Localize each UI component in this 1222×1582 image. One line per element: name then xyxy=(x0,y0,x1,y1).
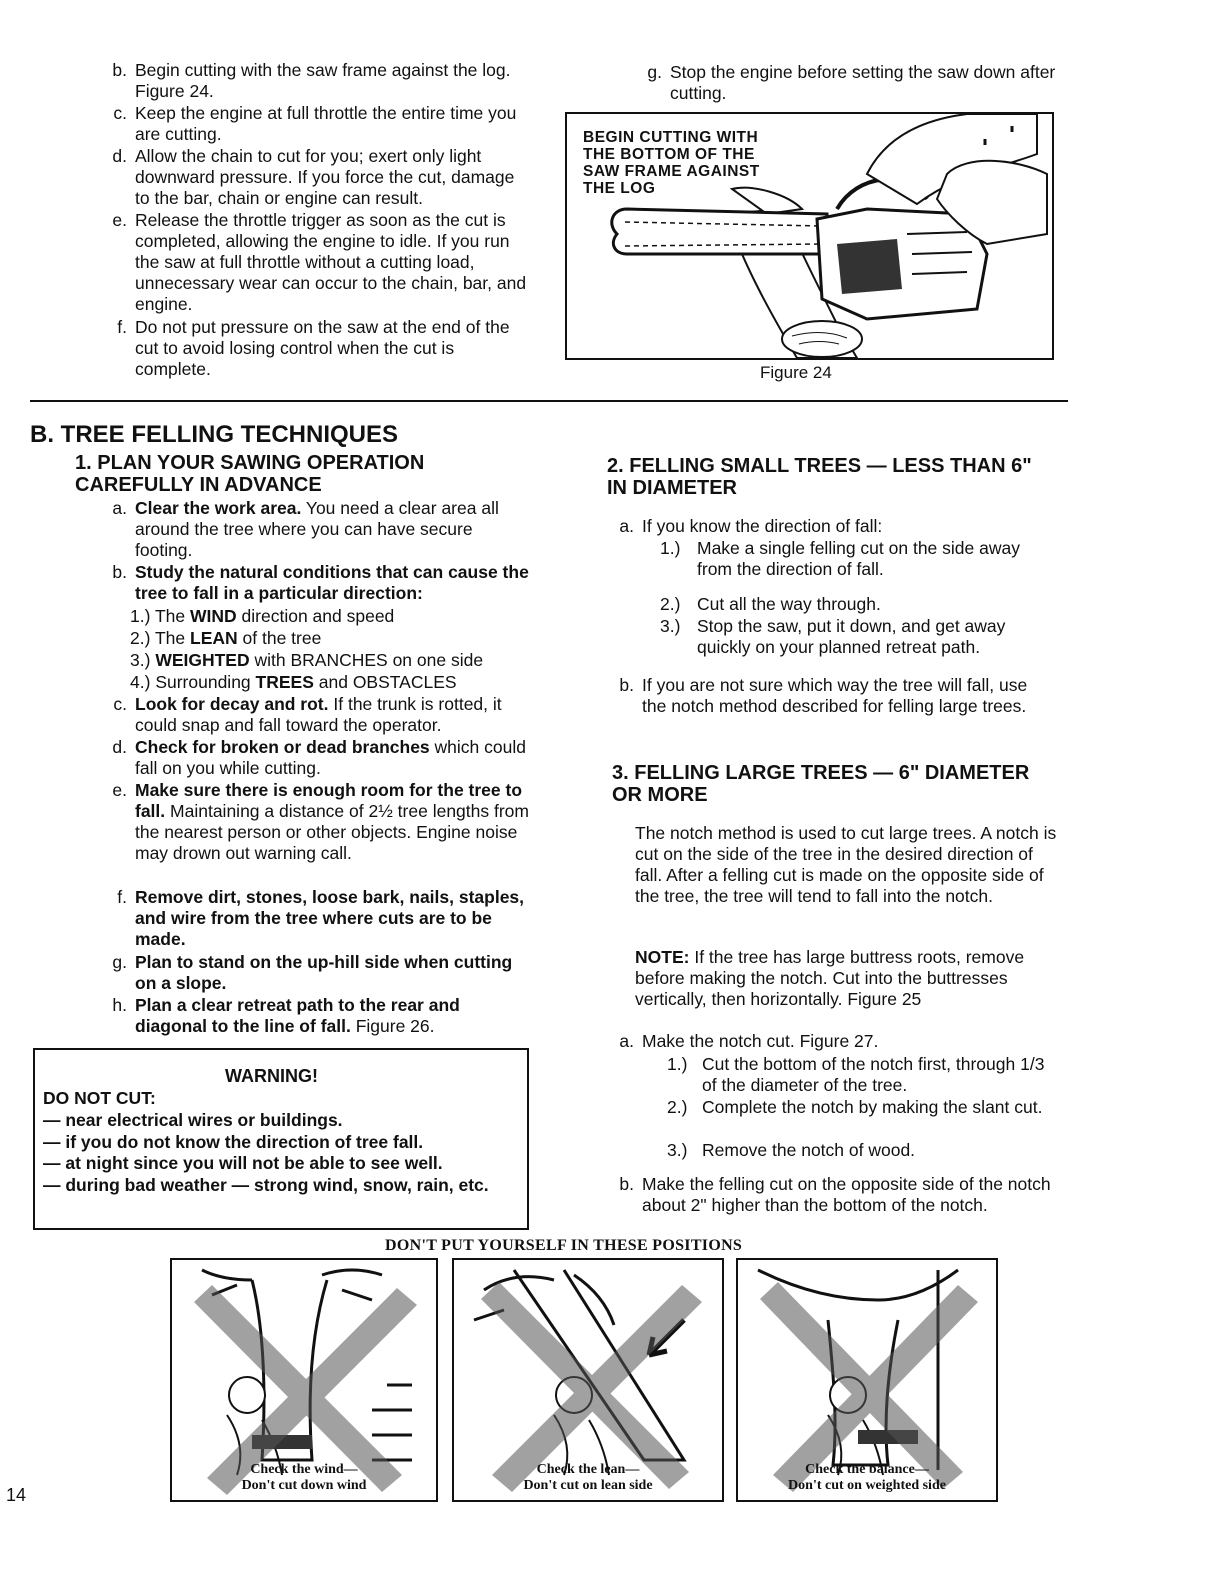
plan-item-d: d. Check for broken or dead branches which could fall on you while cutting. xyxy=(112,737,526,778)
warning-line: — if you do not know the direction of tree fall. xyxy=(43,1131,424,1152)
plan-item-f: f. Remove dirt, stones, loose bark, nails, staples, and wire from the tree where cuts are to be made. xyxy=(117,887,525,949)
small-item-a: a. If you know the direction of fall: xyxy=(619,516,883,536)
large-item-a: a. Make the notch cut. Figure 27. xyxy=(619,1031,879,1051)
figure-24-callout: BEGIN CUTTING WITH THE BOTTOM OF THE SAW FRAME AGAINST THE LOG xyxy=(583,129,760,197)
positions-title: DON'T PUT YOURSELF IN THESE POSITIONS xyxy=(385,1237,743,1254)
small-step-3: 3.) Stop the saw, put it down, and get away quickly on your planned retreat path. xyxy=(660,616,1006,657)
page-number: 14 xyxy=(6,1485,27,1505)
step-d: d. Allow the chain to cut for you; exert only light downward pressure. If you force the cut, damage to the bar, chain or engine can result. xyxy=(112,146,515,208)
small-step-1: 1.) Make a single felling cut on the side away from the direction of fall. xyxy=(660,538,1020,579)
plan-item-g: g. Plan to stand on the up-hill side when cutting on a slope. xyxy=(112,952,513,993)
step-c: c. Keep the engine at full throttle the entire time you are cutting. xyxy=(113,103,517,144)
condition-4: 4.) Surrounding TREES and OBSTACLES xyxy=(130,672,457,692)
step-f: f. Do not put pressure on the saw at the end of the cut to avoid losing control when the cut is complete. xyxy=(117,317,510,379)
condition-2: 2.) The LEAN of the tree xyxy=(130,628,322,648)
step-b: b. Begin cutting with the saw frame against the log. Figure 24. xyxy=(112,60,511,101)
large-intro: The notch method is used to cut large trees. A notch is cut on the side of the tree in the desired direction of fall. After a felling cut is made on the opposite side of the tree, the tree will tend to fall into the notch. xyxy=(635,823,1057,906)
wind-caption: Check the wind— Don't cut down wind xyxy=(241,1462,367,1493)
subsection-2-title: 2. FELLING SMALL TREES — LESS THAN 6" IN DIAMETER xyxy=(607,455,1032,499)
small-step-2: 2.) Cut all the way through. xyxy=(660,594,881,614)
large-step-1: 1.) Cut the bottom of the notch first, through 1/3 of the diameter of the tree. xyxy=(667,1054,1045,1095)
warning-lead: DO NOT CUT: xyxy=(43,1088,156,1108)
section-title: B. TREE FELLING TECHNIQUES xyxy=(30,421,399,448)
plan-item-e: e. Make sure there is enough room for the tree to fall. Maintaining a distance of 2½ tree lengths from the nearest person or other objects. Engine noise may drown out warning call. xyxy=(112,780,529,863)
condition-3: 3.) WEIGHTED with BRANCHES on one side xyxy=(130,650,484,670)
condition-1: 1.) The WIND direction and speed xyxy=(130,606,395,626)
subsection-3-title: 3. FELLING LARGE TREES — 6" DIAMETER OR MORE xyxy=(612,762,1030,806)
plan-item-b: b. Study the natural conditions that can cause the tree to fall in a particular direction: xyxy=(112,562,529,603)
warning-list xyxy=(43,1110,523,1196)
large-note: NOTE: If the tree has large buttress roots, remove before making the notch. Cut into the buttresses vertically, then horizontally. Figure 25 xyxy=(635,947,1025,1009)
warning-title: WARNING! xyxy=(225,1066,318,1086)
position-panel-balance xyxy=(736,1258,998,1502)
figure-24 xyxy=(565,112,1054,360)
warning-line: — during bad weather — strong wind, snow, rain, etc. xyxy=(43,1174,489,1195)
plan-item-a: a. Clear the work area. You need a clear area all around the tree where you can have secure footing. xyxy=(112,498,499,560)
step-g: g. Stop the engine before setting the saw down after cutting. xyxy=(647,62,1056,103)
plan-item-h: h. Plan a clear retreat path to the rear and diagonal to the line of fall. Figure 26. xyxy=(112,995,460,1036)
position-panel-lean xyxy=(452,1258,724,1502)
chainsaw-illustration xyxy=(567,114,1052,358)
large-item-b: b. Make the felling cut on the opposite side of the notch about 2" higher than the bottom of the notch. xyxy=(619,1174,1051,1215)
large-step-2: 2.) Complete the notch by making the slant cut. xyxy=(667,1097,1043,1117)
subsection-1-title: 1. PLAN YOUR SAWING OPERATION CAREFULLY IN ADVANCE xyxy=(75,452,425,496)
figure-24-caption: Figure 24 xyxy=(760,363,832,382)
small-item-b: b. If you are not sure which way the tree will fall, use the notch method described for felling large trees. xyxy=(619,675,1028,716)
plan-item-c: c. Look for decay and rot. If the trunk is rotted, it could snap and fall toward the operator. xyxy=(113,694,502,735)
warning-box xyxy=(33,1048,529,1230)
section-divider xyxy=(30,400,1068,402)
lean-caption: Check the lean— Don't cut on lean side xyxy=(523,1462,653,1493)
balance-caption: Check the balance— Don't cut on weighted side xyxy=(788,1462,946,1493)
step-e: e. Release the throttle trigger as soon as the cut is completed, allowing the engine to idle. If you run the saw at full throttle without a cutting load, unnecessary wear can occur to the chain, bar, and engine. xyxy=(112,210,527,314)
large-step-3: 3.) Remove the notch of wood. xyxy=(667,1140,916,1160)
position-panel-wind xyxy=(170,1258,438,1502)
warning-line: — at night since you will not be able to see well. xyxy=(43,1153,443,1173)
warning-line: — near electrical wires or buildings. xyxy=(43,1110,343,1130)
